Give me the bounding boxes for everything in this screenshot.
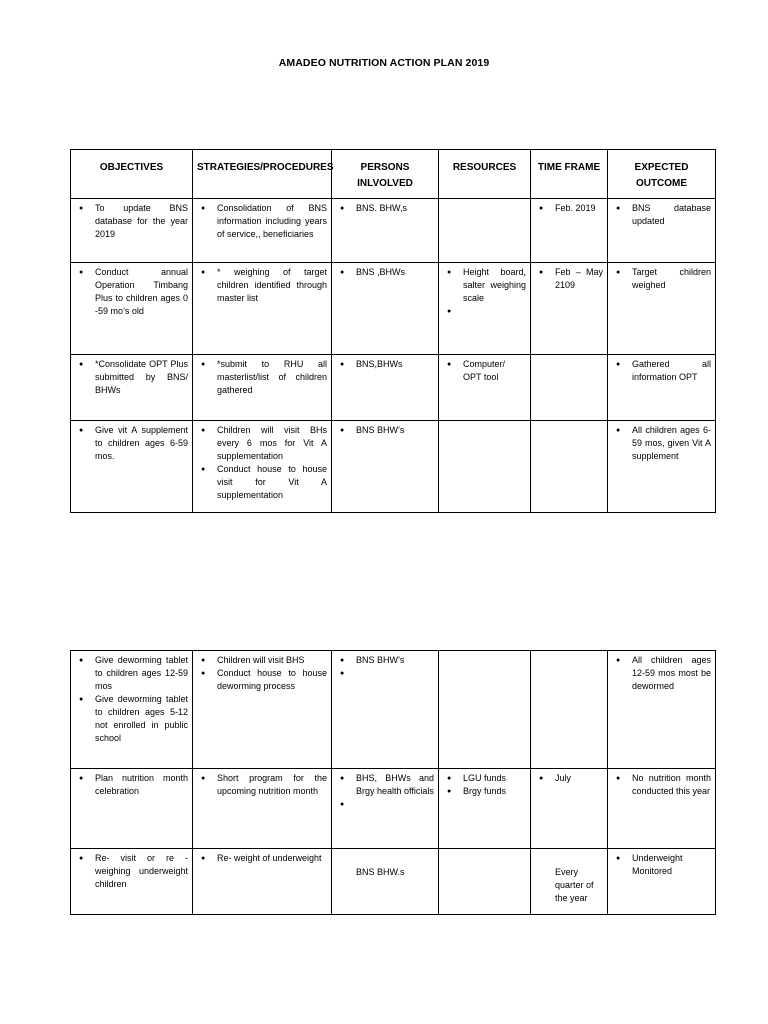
cell-outcome [608, 355, 716, 421]
outcome-bullet-list [612, 852, 711, 878]
resources-bullet-list [443, 266, 526, 318]
cell-objectives [71, 769, 193, 849]
objectives-bullet-list [75, 852, 188, 891]
bullet-item: ● Plan nutrition month celebration [75, 772, 188, 798]
objectives-bullet-list [75, 202, 188, 241]
timeframe-bullet-list [535, 772, 603, 785]
cell-outcome [608, 263, 716, 355]
table-row [71, 355, 716, 421]
bullet-item: ● BNS. BHW,s [336, 202, 434, 215]
table-row [71, 199, 716, 263]
strategies-bullet-list [197, 358, 327, 397]
outcome-bullet-list [612, 266, 711, 292]
bullet-item: ● Conduct house to house deworming process [197, 667, 327, 693]
cell-persons [332, 263, 439, 355]
bullet-item: ● * weighing of target children identified through master list [197, 266, 327, 305]
table-row [71, 769, 716, 849]
bullet-item: ● Height board, salter weighing scale [443, 266, 526, 305]
objectives-bullet-list [75, 266, 188, 318]
cell-persons [332, 421, 439, 513]
cell-timeframe [531, 651, 608, 769]
strategies-bullet-list [197, 266, 327, 305]
cell-resources [439, 199, 531, 263]
bullet-item: ● Brgy funds [443, 785, 526, 798]
strategies-bullet-list [197, 424, 327, 502]
header-time-frame: TIME FRAME [531, 150, 608, 199]
cell-timeframe [531, 421, 608, 513]
bullet-item: ● Re- weight of underweight [197, 852, 327, 865]
cell-persons [332, 849, 439, 915]
cell-outcome [608, 849, 716, 915]
cell-objectives [71, 651, 193, 769]
strategies-bullet-list [197, 202, 327, 241]
cell-timeframe [531, 199, 608, 263]
header-resources: RESOURCES [439, 150, 531, 199]
persons-bullet-list [336, 202, 434, 215]
cell-persons [332, 355, 439, 421]
bullet-item: ● Re- visit or re - weighing underweight children [75, 852, 188, 891]
cell-outcome [608, 421, 716, 513]
bullet-item: ● Conduct annual Operation Timbang Plus to children ages 0 -59 mo’s old [75, 266, 188, 318]
outcome-bullet-list [612, 424, 711, 463]
bullet-item: ● Give deworming tablet to children ages 5-12 not enrolled in public school [75, 693, 188, 745]
action-plan-table-1 [70, 149, 716, 513]
header-strategies: STRATEGIES/PROCEDURES [193, 150, 332, 199]
cell-timeframe [531, 355, 608, 421]
cell-outcome [608, 769, 716, 849]
bullet-item: ● Target children weighed [612, 266, 711, 292]
cell-strategies [193, 849, 332, 915]
header-persons-involved: PERSONS INLVOLVED [332, 150, 439, 199]
cell-persons [332, 769, 439, 849]
bullet-item: ● BHS, BHWs and Brgy health officials [336, 772, 434, 798]
bullet-item: ● Children will visit BHs every 6 mos for Vit A supplementation [197, 424, 327, 463]
bullet-item: ● Conduct house to house visit for Vit A supplementation [197, 463, 327, 502]
cell-timeframe [531, 849, 608, 915]
objectives-bullet-list [75, 358, 188, 397]
cell-resources [439, 355, 531, 421]
cell-objectives [71, 199, 193, 263]
table-row [71, 849, 716, 915]
document-title: AMADEO NUTRITION ACTION PLAN 2019 [278, 57, 490, 69]
bullet-item: ● All children ages 12-59 mos most be dewormed [612, 654, 711, 693]
cell-strategies [193, 651, 332, 769]
cell-outcome [608, 651, 716, 769]
persons-text: BNS BHW.s [356, 867, 405, 877]
bullet-item: ● Short program for the upcoming nutrition month [197, 772, 327, 798]
bullet-item: ● Consolidation of BNS information including years of service,, beneficiaries [197, 202, 327, 241]
bullet-item: ● Computer/ OPT tool [443, 358, 526, 384]
cell-persons [332, 651, 439, 769]
table-row [71, 651, 716, 769]
cell-resources [439, 849, 531, 915]
cell-timeframe [531, 769, 608, 849]
bullet-item: ● *submit to RHU all masterlist/list of children gathered [197, 358, 327, 397]
cell-objectives [71, 849, 193, 915]
cell-resources [439, 263, 531, 355]
persons-bullet-list [336, 358, 434, 371]
bullet-item: ● All children ages 6- 59 mos, given Vit A supplement [612, 424, 711, 463]
cell-objectives [71, 263, 193, 355]
bullet-item: ● *Consolidate OPT Plus submitted by BNS/ BHWs [75, 358, 188, 397]
cell-objectives [71, 421, 193, 513]
bullet-item: ● BNS database updated [612, 202, 711, 228]
cell-resources [439, 421, 531, 513]
cell-strategies [193, 421, 332, 513]
persons-bullet-list [336, 772, 434, 811]
timeframe-bullet-list [535, 266, 603, 292]
bullet-item: ● July [535, 772, 603, 785]
cell-strategies [193, 355, 332, 421]
persons-bullet-list [336, 266, 434, 279]
outcome-bullet-list [612, 202, 711, 228]
cell-strategies [193, 769, 332, 849]
timeframe-bullet-list [535, 202, 603, 215]
objectives-bullet-list [75, 424, 188, 463]
header-expected-outcome: EXPECTED OUTCOME [608, 150, 716, 199]
bullet-item: ● Gathered all information OPT [612, 358, 711, 384]
resources-bullet-list [443, 358, 526, 384]
objectives-bullet-list [75, 772, 188, 798]
bullet-item [336, 667, 434, 680]
outcome-bullet-list [612, 654, 711, 693]
resources-bullet-list [443, 772, 526, 798]
cell-strategies [193, 199, 332, 263]
cell-objectives [71, 355, 193, 421]
bullet-item: ● Give deworming tablet to children ages 12-59 mos [75, 654, 188, 693]
strategies-bullet-list [197, 654, 327, 693]
timeframe-text: Every quarter of the year [555, 867, 594, 903]
persons-bullet-list [336, 424, 434, 437]
bullet-item: ● BNS BHW’s [336, 424, 434, 437]
strategies-bullet-list [197, 852, 327, 865]
bullet-item [336, 798, 434, 811]
outcome-bullet-list [612, 358, 711, 384]
bullet-item: ● Feb. 2019 [535, 202, 603, 215]
bullet-item: ● LGU funds [443, 772, 526, 785]
table-row [71, 421, 716, 513]
action-plan-table-2 [70, 650, 716, 915]
persons-bullet-list [336, 654, 434, 680]
cell-resources [439, 769, 531, 849]
bullet-item: ● Give vit A supplement to children ages 6-59 mos. [75, 424, 188, 463]
table-row [71, 263, 716, 355]
cell-resources [439, 651, 531, 769]
bullet-item: ● Feb – May 2109 [535, 266, 603, 292]
bullet-item: ● No nutrition month conducted this year [612, 772, 711, 798]
header-objectives: OBJECTIVES [71, 150, 193, 199]
bullet-item: ● Children will visit BHS [197, 654, 327, 667]
objectives-bullet-list [75, 654, 188, 745]
bullet-item [443, 305, 526, 318]
cell-timeframe [531, 263, 608, 355]
bullet-item: ● BNS BHW’s [336, 654, 434, 667]
bullet-item: ● BNS ,BHWs [336, 266, 434, 279]
strategies-bullet-list [197, 772, 327, 798]
cell-strategies [193, 263, 332, 355]
bullet-item: ● Underweight Monitored [612, 852, 711, 878]
cell-outcome [608, 199, 716, 263]
bullet-item: ● To update BNS database for the year 2019 [75, 202, 188, 241]
bullet-item: ● BNS,BHWs [336, 358, 434, 371]
outcome-bullet-list [612, 772, 711, 798]
cell-persons [332, 199, 439, 263]
